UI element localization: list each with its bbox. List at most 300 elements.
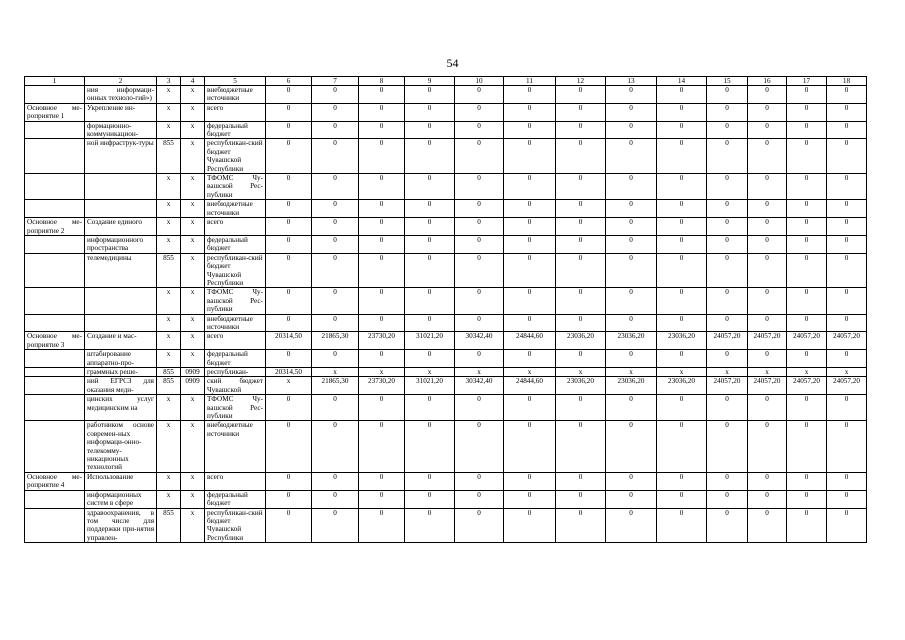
value-cell: 0 (787, 218, 827, 236)
value-cell: 0 (707, 86, 748, 104)
value-cell: 0 (657, 508, 707, 543)
value-cell: 0 (606, 490, 657, 508)
code-cell: x (157, 174, 181, 200)
value-cell: 0 (787, 288, 827, 314)
table-row (25, 200, 867, 218)
table-row (25, 139, 867, 174)
value-cell: 0 (266, 395, 312, 421)
event-name-cell (85, 288, 157, 314)
value-cell: 0 (657, 200, 707, 218)
table-row (25, 368, 867, 377)
value-cell: 0 (556, 253, 606, 288)
event-label-cell (25, 86, 85, 104)
event-label-cell: Основное ме-роприятие 2 (25, 218, 85, 236)
event-label-cell (25, 395, 85, 421)
event-label-cell: Основное ме-роприятие 4 (25, 472, 85, 490)
value-cell: 0 (359, 200, 405, 218)
value-cell: 0 (827, 472, 867, 490)
value-cell: 0 (556, 103, 606, 121)
value-cell: 0 (504, 508, 556, 543)
value-cell: 0 (405, 139, 455, 174)
event-name-cell: Создание единого (85, 218, 157, 236)
value-cell: 0 (556, 508, 606, 543)
value-cell: 0 (312, 200, 359, 218)
value-cell: 0 (827, 86, 867, 104)
header-cell: 3 (157, 77, 181, 86)
value-cell: 20314,50 (266, 332, 312, 350)
value-cell: 0 (359, 288, 405, 314)
value-cell: 0 (827, 421, 867, 472)
value-cell: 0 (359, 508, 405, 543)
value-cell: 0 (455, 218, 504, 236)
code-cell: x (157, 121, 181, 139)
value-cell: 0 (504, 218, 556, 236)
code-cell: x (157, 490, 181, 508)
value-cell: 0 (504, 490, 556, 508)
value-cell: 0 (455, 121, 504, 139)
value-cell: 0 (606, 350, 657, 368)
value-cell: 0 (405, 200, 455, 218)
value-cell: 0 (504, 395, 556, 421)
table-row (25, 472, 867, 490)
event-label-cell (25, 508, 85, 543)
value-cell: 0 (405, 395, 455, 421)
value-cell: 31021,20 (405, 332, 455, 350)
value-cell: 0 (787, 103, 827, 121)
value-cell: 0 (455, 235, 504, 253)
value-cell: 0 (405, 288, 455, 314)
event-label-cell (25, 377, 85, 395)
table-row (25, 377, 867, 395)
table-row (25, 86, 867, 104)
value-cell: 0 (312, 288, 359, 314)
event-label-cell (25, 253, 85, 288)
value-cell: 31021,20 (405, 377, 455, 395)
funding-source-cell: федеральный бюджет (205, 121, 266, 139)
value-cell: 0 (748, 288, 787, 314)
value-cell: 0 (312, 490, 359, 508)
value-cell: 0 (504, 314, 556, 332)
table-row (25, 235, 867, 253)
header-cell: 16 (748, 77, 787, 86)
value-cell: 0 (606, 200, 657, 218)
value-cell: 0 (266, 235, 312, 253)
value-cell: 0 (657, 395, 707, 421)
value-cell: 0 (359, 86, 405, 104)
value-cell: 0 (707, 235, 748, 253)
value-cell: 0 (787, 253, 827, 288)
section-cell: x (181, 235, 205, 253)
value-cell: 0 (657, 235, 707, 253)
value-cell: 0 (556, 421, 606, 472)
value-cell: 0 (504, 253, 556, 288)
value-cell: 0 (606, 421, 657, 472)
code-cell: x (157, 218, 181, 236)
value-cell: 0 (827, 235, 867, 253)
value-cell: 23730,20 (359, 332, 405, 350)
value-cell: 0 (359, 421, 405, 472)
value-cell: 0 (827, 121, 867, 139)
value-cell: 0 (312, 174, 359, 200)
value-cell: 0 (359, 235, 405, 253)
event-name-cell: телемедицины (85, 253, 157, 288)
value-cell: 0 (266, 508, 312, 543)
value-cell: 24057,20 (748, 332, 787, 350)
value-cell: 0 (827, 139, 867, 174)
value-cell: 0 (707, 421, 748, 472)
value-cell: 0 (405, 350, 455, 368)
value-cell: 24057,20 (787, 332, 827, 350)
value-cell: 0 (827, 253, 867, 288)
value-cell: x (405, 368, 455, 377)
event-label-cell (25, 200, 85, 218)
value-cell: 0 (827, 218, 867, 236)
value-cell: 0 (606, 121, 657, 139)
value-cell: 0 (827, 103, 867, 121)
value-cell: 0 (455, 490, 504, 508)
header-cell: 11 (504, 77, 556, 86)
value-cell: 0 (359, 218, 405, 236)
value-cell: 0 (556, 395, 606, 421)
funding-source-cell: всего (205, 103, 266, 121)
event-name-cell: Укрепление ин- (85, 103, 157, 121)
value-cell: 0 (827, 174, 867, 200)
value-cell: 24844,60 (504, 332, 556, 350)
value-cell: 0 (827, 288, 867, 314)
value-cell: 0 (504, 421, 556, 472)
event-label-cell (25, 421, 85, 472)
section-cell: x (181, 121, 205, 139)
value-cell: 0 (787, 472, 827, 490)
value-cell: 0 (606, 288, 657, 314)
value-cell: 0 (748, 235, 787, 253)
value-cell: 0 (504, 200, 556, 218)
value-cell: 0 (312, 350, 359, 368)
event-label-cell: Основное ме-роприятие 3 (25, 332, 85, 350)
value-cell: 0 (787, 86, 827, 104)
value-cell: 0 (266, 314, 312, 332)
value-cell: 24057,20 (787, 377, 827, 395)
header-cell: 2 (85, 77, 157, 86)
value-cell: 0 (556, 350, 606, 368)
value-cell: 0 (312, 421, 359, 472)
value-cell: 0 (707, 490, 748, 508)
value-cell: 23036,20 (657, 377, 707, 395)
table-row (25, 174, 867, 200)
event-name-cell: информационных систем в сфере (85, 490, 157, 508)
value-cell: 0 (707, 121, 748, 139)
value-cell: 0 (657, 253, 707, 288)
value-cell: 0 (707, 200, 748, 218)
funding-source-cell: всего (205, 218, 266, 236)
header-cell: 14 (657, 77, 707, 86)
value-cell: 0 (657, 288, 707, 314)
value-cell: 0 (707, 350, 748, 368)
event-name-cell: ной инфраструк-туры (85, 139, 157, 174)
value-cell: 0 (359, 139, 405, 174)
value-cell: 0 (606, 103, 657, 121)
value-cell: 30342,40 (455, 332, 504, 350)
funding-source-cell: внебюджетные источники (205, 421, 266, 472)
value-cell: 23036,20 (606, 332, 657, 350)
event-label-cell: Основное ме-роприятие 1 (25, 103, 85, 121)
header-cell: 15 (707, 77, 748, 86)
section-cell: x (181, 139, 205, 174)
table-row (25, 395, 867, 421)
value-cell: 0 (606, 235, 657, 253)
funding-source-cell: ТФОМС Чу-вашской Рес-публики (205, 288, 266, 314)
value-cell: 0 (455, 86, 504, 104)
value-cell: 0 (748, 139, 787, 174)
value-cell: 0 (405, 508, 455, 543)
value-cell: 0 (748, 472, 787, 490)
value-cell: 0 (312, 472, 359, 490)
header-cell: 12 (556, 77, 606, 86)
table-row (25, 253, 867, 288)
value-cell: 0 (707, 253, 748, 288)
code-cell: x (157, 332, 181, 350)
value-cell: 0 (312, 139, 359, 174)
table-row (25, 314, 867, 332)
value-cell: 0 (266, 288, 312, 314)
value-cell: 30342,40 (455, 377, 504, 395)
value-cell: 0 (556, 218, 606, 236)
event-label-cell (25, 350, 85, 368)
value-cell: 0 (707, 508, 748, 543)
code-cell: 855 (157, 139, 181, 174)
value-cell: 0 (266, 472, 312, 490)
section-cell: x (181, 174, 205, 200)
value-cell: 0 (657, 139, 707, 174)
value-cell: 0 (504, 472, 556, 490)
value-cell: 0 (707, 174, 748, 200)
section-cell: x (181, 472, 205, 490)
value-cell: 0 (312, 235, 359, 253)
value-cell: 0 (405, 121, 455, 139)
value-cell: 0 (787, 121, 827, 139)
value-cell: 0 (266, 350, 312, 368)
event-name-cell: штабирование аппаратно-про- (85, 350, 157, 368)
event-label-cell (25, 174, 85, 200)
event-name-cell: информационного пространства (85, 235, 157, 253)
value-cell: 0 (405, 86, 455, 104)
code-cell: x (157, 472, 181, 490)
value-cell: 0 (312, 103, 359, 121)
table-row (25, 218, 867, 236)
header-cell: 4 (181, 77, 205, 86)
value-cell: 0 (556, 139, 606, 174)
value-cell: 0 (266, 174, 312, 200)
value-cell: 0 (266, 421, 312, 472)
funding-source-cell: внебюджетные источники (205, 200, 266, 218)
value-cell: 0 (787, 314, 827, 332)
value-cell: 0 (707, 395, 748, 421)
value-cell: 0 (312, 314, 359, 332)
event-name-cell: Создание и мас- (85, 332, 157, 350)
value-cell: x (556, 368, 606, 377)
section-cell: x (181, 253, 205, 288)
value-cell: 0 (748, 103, 787, 121)
table-row (25, 288, 867, 314)
value-cell: 0 (312, 395, 359, 421)
value-cell: 23036,20 (556, 377, 606, 395)
code-cell: x (157, 288, 181, 314)
value-cell: 21865,30 (312, 332, 359, 350)
value-cell: x (606, 368, 657, 377)
value-cell: x (455, 368, 504, 377)
value-cell: 0 (504, 288, 556, 314)
value-cell: 0 (359, 350, 405, 368)
value-cell: 0 (657, 490, 707, 508)
funding-source-cell: внебюджетные источники (205, 86, 266, 104)
value-cell: 0 (606, 139, 657, 174)
value-cell: 0 (657, 121, 707, 139)
event-name-cell: Использование (85, 472, 157, 490)
value-cell: 0 (359, 314, 405, 332)
value-cell: 0 (748, 200, 787, 218)
section-cell: x (181, 395, 205, 421)
header-cell: 17 (787, 77, 827, 86)
section-cell: x (181, 508, 205, 543)
value-cell: 0 (707, 472, 748, 490)
funding-source-cell: федеральный бюджет (205, 350, 266, 368)
value-cell: 0 (455, 421, 504, 472)
funding-source-cell: всего (205, 472, 266, 490)
value-cell: 21865,30 (312, 377, 359, 395)
value-cell: 0 (504, 139, 556, 174)
section-cell: 0909 (181, 377, 205, 395)
value-cell: 23036,20 (556, 332, 606, 350)
section-cell: x (181, 314, 205, 332)
value-cell: 0 (504, 350, 556, 368)
value-cell: x (787, 368, 827, 377)
code-cell: 855 (157, 253, 181, 288)
value-cell: 0 (748, 395, 787, 421)
value-cell: 0 (707, 139, 748, 174)
value-cell: 0 (266, 490, 312, 508)
value-cell: 0 (359, 121, 405, 139)
header-cell: 5 (205, 77, 266, 86)
value-cell: 0 (787, 200, 827, 218)
value-cell: 0 (827, 490, 867, 508)
event-name-cell: работником основе современ-ных информаци-онно-телекомму-никационных технологий (85, 421, 157, 472)
value-cell: 0 (312, 86, 359, 104)
value-cell: 0 (707, 103, 748, 121)
value-cell: 0 (405, 253, 455, 288)
section-cell: x (181, 200, 205, 218)
event-name-cell: здравоохранения, в том числе для поддержки при-нятия управлен- (85, 508, 157, 543)
value-cell: 0 (556, 200, 606, 218)
value-cell: 0 (707, 288, 748, 314)
value-cell: 0 (266, 253, 312, 288)
value-cell: 0 (748, 121, 787, 139)
funding-source-cell: республикан- (205, 368, 266, 377)
value-cell: 0 (748, 174, 787, 200)
value-cell: 0 (787, 235, 827, 253)
funding-source-cell: республикан-ский бюджет Чувашской Республики (205, 139, 266, 174)
value-cell: 0 (455, 350, 504, 368)
event-name-cell: ний ЕГРСЗ для оказания меди- (85, 377, 157, 395)
funding-source-cell: ТФОМС Чу-вашской Рес-публики (205, 174, 266, 200)
value-cell: 0 (405, 472, 455, 490)
value-cell: 0 (455, 174, 504, 200)
value-cell: 0 (455, 103, 504, 121)
value-cell: 0 (606, 314, 657, 332)
value-cell: 0 (455, 395, 504, 421)
section-cell: x (181, 332, 205, 350)
funding-source-cell: ТФОМС Чу-вашской Рес-публики (205, 395, 266, 421)
event-label-cell (25, 139, 85, 174)
value-cell: 0 (827, 350, 867, 368)
code-cell: x (157, 350, 181, 368)
header-cell: 1 (25, 77, 85, 86)
value-cell: 0 (556, 314, 606, 332)
event-label-cell (25, 490, 85, 508)
value-cell: 0 (606, 174, 657, 200)
header-cell: 18 (827, 77, 867, 86)
value-cell: 0 (359, 472, 405, 490)
section-cell: x (181, 490, 205, 508)
value-cell: 0 (266, 121, 312, 139)
value-cell: 23036,20 (606, 377, 657, 395)
value-cell: 0 (657, 472, 707, 490)
value-cell: 0 (312, 508, 359, 543)
value-cell: 0 (827, 395, 867, 421)
table-row (25, 103, 867, 121)
value-cell: x (266, 377, 312, 395)
value-cell: 0 (266, 86, 312, 104)
value-cell: 0 (405, 490, 455, 508)
event-label-cell (25, 235, 85, 253)
value-cell: 0 (455, 314, 504, 332)
event-name-cell: цинских услуг медицинским на (85, 395, 157, 421)
code-cell: x (157, 200, 181, 218)
value-cell: x (827, 368, 867, 377)
value-cell: 0 (748, 314, 787, 332)
value-cell: 0 (455, 508, 504, 543)
value-cell: 0 (455, 139, 504, 174)
value-cell: 24844,60 (504, 377, 556, 395)
value-cell: 0 (556, 86, 606, 104)
value-cell: x (748, 368, 787, 377)
value-cell: 23730,20 (359, 377, 405, 395)
value-cell: 0 (606, 508, 657, 543)
value-cell: 0 (556, 288, 606, 314)
value-cell: 24057,20 (748, 377, 787, 395)
value-cell: 0 (827, 200, 867, 218)
value-cell: x (504, 368, 556, 377)
value-cell: 0 (359, 490, 405, 508)
value-cell: 0 (787, 174, 827, 200)
header-cell: 8 (359, 77, 405, 86)
value-cell: 0 (405, 421, 455, 472)
value-cell: 0 (827, 508, 867, 543)
funding-source-cell: республикан-ский бюджет Чувашской Республики (205, 253, 266, 288)
value-cell: 0 (504, 86, 556, 104)
event-label-cell (25, 121, 85, 139)
value-cell: 0 (787, 490, 827, 508)
table-row (25, 421, 867, 472)
event-label-cell (25, 314, 85, 332)
code-cell: x (157, 235, 181, 253)
value-cell: 0 (787, 350, 827, 368)
header-cell: 9 (405, 77, 455, 86)
value-cell: 0 (556, 121, 606, 139)
value-cell: 0 (787, 395, 827, 421)
value-cell: 0 (748, 421, 787, 472)
funding-source-cell: республикан-ский бюджет Чувашской Республики (205, 508, 266, 543)
code-cell: x (157, 421, 181, 472)
